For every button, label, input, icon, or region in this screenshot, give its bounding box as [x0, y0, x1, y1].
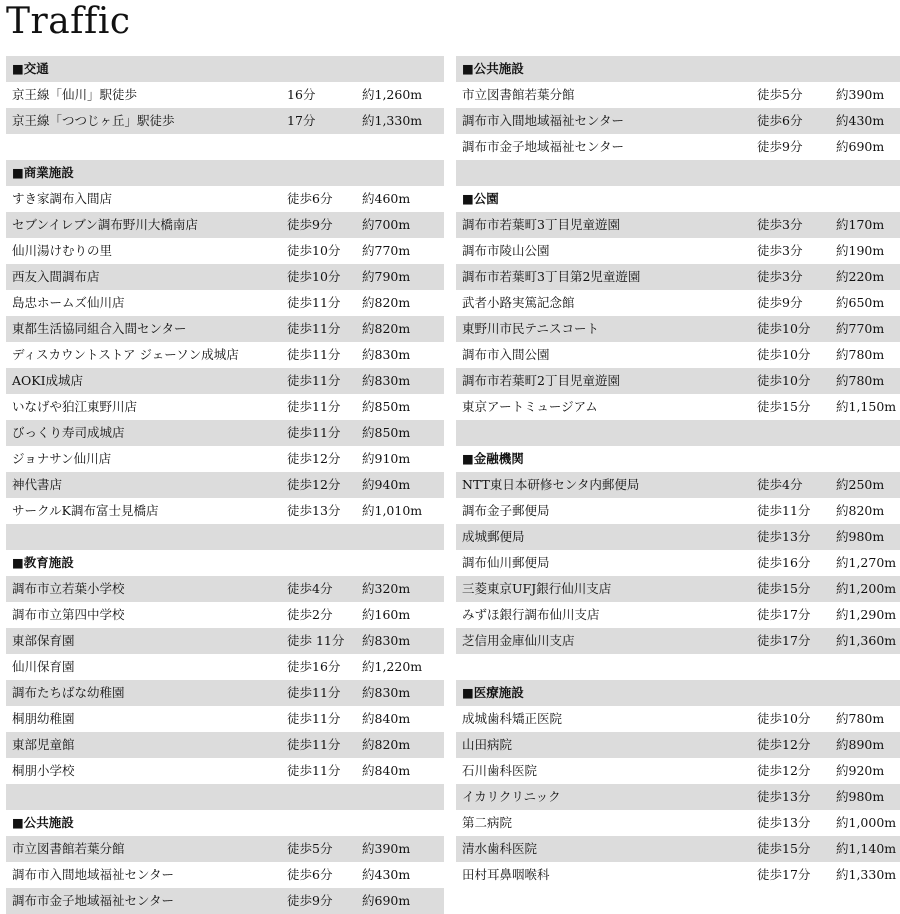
walk-time: 16分 — [287, 87, 316, 102]
facility-row — [6, 836, 444, 862]
facility-row — [6, 238, 444, 264]
walk-time: 徒歩4分 — [287, 581, 333, 596]
facility-row — [456, 862, 900, 888]
facility-row — [6, 498, 444, 524]
walk-time: 徒歩6分 — [287, 191, 333, 206]
distance: 約920m — [836, 763, 885, 778]
distance: 約820m — [362, 321, 411, 336]
facility-row — [6, 472, 444, 498]
facility-name: 調布市入間地域福祉センター — [462, 113, 625, 128]
facility-name: 調布市立若葉小学校 — [12, 581, 125, 596]
walk-time: 徒歩9分 — [757, 295, 803, 310]
section-heading — [6, 810, 444, 836]
facility-name: 石川歯科医院 — [462, 763, 538, 778]
walk-time: 徒歩12分 — [757, 763, 811, 778]
facility-row — [456, 394, 900, 420]
walk-time: 徒歩13分 — [757, 815, 811, 830]
distance: 約1,010m — [362, 503, 423, 518]
page-title: Traffic — [6, 1, 131, 42]
facility-name: 成城郵便局 — [462, 529, 525, 544]
walk-time: 徒歩11分 — [287, 399, 341, 414]
facility-row — [456, 290, 900, 316]
facility-row — [6, 264, 444, 290]
facility-row — [6, 862, 444, 888]
distance: 約460m — [362, 191, 411, 206]
facility-name: 神代書店 — [12, 477, 63, 492]
walk-time: 徒歩5分 — [287, 841, 333, 856]
facility-name: 調布市金子地域福祉センター — [12, 893, 175, 908]
facility-name: ディスカウントストア ジェーソン成城店 — [12, 347, 239, 362]
walk-time: 徒歩9分 — [757, 139, 803, 154]
walk-time: 徒歩10分 — [757, 347, 811, 362]
section-heading — [6, 56, 444, 82]
walk-time: 徒歩11分 — [287, 295, 341, 310]
facility-name: AOKI成城店 — [12, 373, 84, 388]
walk-time: 徒歩12分 — [757, 737, 811, 752]
distance: 約1,360m — [836, 633, 897, 648]
facility-row — [6, 186, 444, 212]
facility-name: 山田病院 — [462, 737, 513, 752]
facility-name: いなげや狛江東野川店 — [12, 399, 138, 414]
distance: 約770m — [362, 243, 411, 258]
walk-time: 徒歩11分 — [287, 737, 341, 752]
walk-time: 徒歩17分 — [757, 607, 811, 622]
distance: 約1,330m — [836, 867, 897, 882]
distance: 約830m — [362, 685, 411, 700]
distance: 約830m — [362, 373, 411, 388]
facility-row — [6, 420, 444, 446]
facility-row — [6, 602, 444, 628]
facility-row — [6, 888, 444, 914]
walk-time: 徒歩 11分 — [287, 633, 345, 648]
facility-name: ■商業施設 — [12, 165, 74, 180]
distance: 約910m — [362, 451, 411, 466]
facility-name: 調布市若葉町2丁目児童遊園 — [462, 373, 620, 388]
facility-name: 調布市入間地域福祉センター — [12, 867, 175, 882]
walk-time: 徒歩15分 — [757, 399, 811, 414]
distance: 約190m — [836, 243, 885, 258]
walk-time: 徒歩12分 — [287, 477, 341, 492]
walk-time: 徒歩10分 — [287, 269, 341, 284]
walk-time: 徒歩13分 — [287, 503, 341, 518]
distance: 約780m — [836, 711, 885, 726]
facility-name: 京王線「つつじヶ丘」駅徒歩 — [12, 113, 175, 128]
facility-name: 調布市陵山公園 — [462, 243, 550, 258]
facility-name: ■教育施設 — [12, 555, 74, 570]
facility-name: セブンイレブン調布野川大橋南店 — [12, 217, 198, 232]
section-heading — [456, 56, 900, 82]
facility-name: 調布仙川郵便局 — [462, 555, 550, 570]
walk-time: 徒歩16分 — [757, 555, 811, 570]
right-column — [456, 56, 900, 888]
distance: 約780m — [836, 347, 885, 362]
facility-name: 島忠ホームズ仙川店 — [12, 295, 125, 310]
walk-time: 徒歩10分 — [287, 243, 341, 258]
walk-time: 徒歩11分 — [287, 763, 341, 778]
distance: 約840m — [362, 711, 411, 726]
walk-time: 徒歩3分 — [757, 269, 803, 284]
distance: 約690m — [836, 139, 885, 154]
facility-name: 第二病院 — [462, 815, 513, 830]
facility-row — [6, 82, 444, 108]
walk-time: 徒歩17分 — [757, 867, 811, 882]
section-heading — [456, 446, 900, 472]
blank-row — [6, 784, 444, 810]
facility-name: 清水歯科医院 — [462, 841, 538, 856]
distance: 約430m — [836, 113, 885, 128]
distance: 約840m — [362, 763, 411, 778]
blank-row — [456, 160, 900, 186]
facility-row — [456, 498, 900, 524]
facility-name: 調布市若葉町3丁目第2児童遊園 — [462, 269, 641, 284]
facility-row — [456, 550, 900, 576]
facility-row — [6, 680, 444, 706]
distance: 約770m — [836, 321, 885, 336]
distance: 約1,150m — [836, 399, 897, 414]
distance: 約790m — [362, 269, 411, 284]
facility-row — [456, 810, 900, 836]
facility-row — [6, 368, 444, 394]
distance: 約820m — [836, 503, 885, 518]
facility-row — [6, 654, 444, 680]
distance: 約1,260m — [362, 87, 423, 102]
distance: 約700m — [362, 217, 411, 232]
facility-name: サークルK調布富士見橋店 — [12, 503, 159, 518]
facility-row — [6, 108, 444, 134]
facility-name: 市立図書館若葉分館 — [12, 841, 125, 856]
facility-name: 三菱東京UFJ銀行仙川支店 — [462, 581, 612, 596]
facility-name: 仙川湯けむりの里 — [12, 243, 113, 258]
walk-time: 17分 — [287, 113, 316, 128]
facility-row — [456, 134, 900, 160]
facility-row — [6, 576, 444, 602]
distance: 約850m — [362, 425, 411, 440]
facility-name: 調布たちばな幼稚園 — [12, 685, 125, 700]
walk-time: 徒歩13分 — [757, 529, 811, 544]
walk-time: 徒歩13分 — [757, 789, 811, 804]
walk-time: 徒歩9分 — [287, 217, 333, 232]
walk-time: 徒歩15分 — [757, 581, 811, 596]
facility-row — [456, 836, 900, 862]
walk-time: 徒歩6分 — [287, 867, 333, 882]
walk-time: 徒歩12分 — [287, 451, 341, 466]
distance: 約1,140m — [836, 841, 897, 856]
facility-row — [456, 264, 900, 290]
facility-name: 京王線「仙川」駅徒歩 — [12, 87, 138, 102]
blank-row — [6, 134, 444, 160]
walk-time: 徒歩2分 — [287, 607, 333, 622]
facility-name: びっくり寿司成城店 — [12, 425, 125, 440]
distance: 約980m — [836, 789, 885, 804]
distance: 約890m — [836, 737, 885, 752]
facility-name: ■交通 — [12, 61, 49, 76]
facility-row — [456, 524, 900, 550]
walk-time: 徒歩4分 — [757, 477, 803, 492]
walk-time: 徒歩11分 — [287, 321, 341, 336]
facility-row — [6, 394, 444, 420]
distance: 約820m — [362, 737, 411, 752]
facility-name: イカリクリニック — [462, 789, 561, 804]
distance: 約430m — [362, 867, 411, 882]
facility-name: 東京アートミュージアム — [462, 399, 598, 414]
blank-row — [456, 654, 900, 680]
distance: 約980m — [836, 529, 885, 544]
walk-time: 徒歩10分 — [757, 373, 811, 388]
facility-row — [456, 316, 900, 342]
left-column — [6, 56, 444, 914]
facility-name: 桐朋小学校 — [12, 763, 75, 778]
walk-time: 徒歩11分 — [287, 685, 341, 700]
distance: 約170m — [836, 217, 885, 232]
facility-row — [6, 212, 444, 238]
facility-row — [456, 602, 900, 628]
walk-time: 徒歩9分 — [287, 893, 333, 908]
walk-time: 徒歩16分 — [287, 659, 341, 674]
facility-row — [456, 342, 900, 368]
distance: 約1,220m — [362, 659, 423, 674]
facility-name: 調布市金子地域福祉センター — [462, 139, 625, 154]
facility-name: 仙川保育園 — [12, 659, 75, 674]
walk-time: 徒歩3分 — [757, 217, 803, 232]
facility-name: NTT東日本研修センタ内郵便局 — [462, 477, 640, 492]
walk-time: 徒歩15分 — [757, 841, 811, 856]
facility-name: ■金融機関 — [462, 451, 524, 466]
facility-row — [6, 732, 444, 758]
facility-name: 調布金子郵便局 — [462, 503, 550, 518]
walk-time: 徒歩10分 — [757, 321, 811, 336]
facility-row — [6, 758, 444, 784]
section-heading — [6, 160, 444, 186]
section-heading — [456, 680, 900, 706]
distance: 約820m — [362, 295, 411, 310]
facility-row — [6, 316, 444, 342]
facility-row — [6, 628, 444, 654]
facility-name: 市立図書館若葉分館 — [462, 87, 575, 102]
facility-name: 芝信用金庫仙川支店 — [462, 633, 575, 648]
facility-name: ジョナサン仙川店 — [12, 451, 112, 466]
section-heading — [456, 186, 900, 212]
walk-time: 徒歩6分 — [757, 113, 803, 128]
facility-name: 調布市入間公園 — [462, 347, 550, 362]
facility-row — [6, 342, 444, 368]
facility-name: 西友入間調布店 — [12, 269, 100, 284]
facility-row — [456, 368, 900, 394]
facility-name: ■公共施設 — [462, 61, 524, 76]
walk-time: 徒歩10分 — [757, 711, 811, 726]
facility-name: 東野川市民テニスコート — [462, 321, 600, 336]
facility-row — [456, 706, 900, 732]
facility-name: ■公園 — [462, 191, 499, 206]
walk-time: 徒歩17分 — [757, 633, 811, 648]
facility-row — [456, 472, 900, 498]
facility-name: 東部保育園 — [12, 633, 75, 648]
distance: 約1,000m — [836, 815, 897, 830]
facility-name: 武者小路実篤記念館 — [462, 295, 575, 310]
facility-row — [456, 758, 900, 784]
distance: 約830m — [362, 347, 411, 362]
walk-time: 徒歩3分 — [757, 243, 803, 258]
facility-name: すき家調布入間店 — [12, 191, 113, 206]
facility-row — [456, 732, 900, 758]
facility-row — [6, 290, 444, 316]
facility-name: みずほ銀行調布仙川支店 — [462, 607, 600, 622]
distance: 約160m — [362, 607, 411, 622]
distance: 約250m — [836, 477, 885, 492]
distance: 約940m — [362, 477, 411, 492]
facility-row — [456, 108, 900, 134]
facility-name: ■医療施設 — [462, 685, 524, 700]
distance: 約850m — [362, 399, 411, 414]
facility-row — [6, 446, 444, 472]
facility-row — [456, 212, 900, 238]
facility-name: 桐朋幼稚園 — [12, 711, 75, 726]
walk-time: 徒歩11分 — [287, 347, 341, 362]
facility-name: ■公共施設 — [12, 815, 74, 830]
facility-row — [456, 82, 900, 108]
facility-row — [456, 628, 900, 654]
distance: 約690m — [362, 893, 411, 908]
walk-time: 徒歩11分 — [287, 373, 341, 388]
facility-name: 田村耳鼻咽喉科 — [462, 867, 550, 882]
facility-name: 成城歯科矯正医院 — [462, 711, 563, 726]
distance: 約780m — [836, 373, 885, 388]
distance: 約1,270m — [836, 555, 897, 570]
distance: 約830m — [362, 633, 411, 648]
distance: 約650m — [836, 295, 885, 310]
facility-name: 調布市立第四中学校 — [12, 607, 125, 622]
facility-row — [456, 576, 900, 602]
facility-name: 東部児童館 — [12, 737, 75, 752]
facility-name: 東都生活協同組合入間センター — [12, 321, 187, 336]
distance: 約1,200m — [836, 581, 897, 596]
distance: 約1,290m — [836, 607, 897, 622]
blank-row — [6, 524, 444, 550]
walk-time: 徒歩11分 — [287, 425, 341, 440]
walk-time: 徒歩11分 — [757, 503, 811, 518]
distance: 約1,330m — [362, 113, 423, 128]
facility-name: 調布市若葉町3丁目児童遊園 — [462, 217, 620, 232]
section-heading — [6, 550, 444, 576]
walk-time: 徒歩5分 — [757, 87, 803, 102]
walk-time: 徒歩11分 — [287, 711, 341, 726]
facility-row — [456, 238, 900, 264]
facility-row — [6, 706, 444, 732]
blank-row — [456, 420, 900, 446]
distance: 約390m — [836, 87, 885, 102]
distance: 約320m — [362, 581, 411, 596]
distance: 約220m — [836, 269, 885, 284]
distance: 約390m — [362, 841, 411, 856]
facility-row — [456, 784, 900, 810]
